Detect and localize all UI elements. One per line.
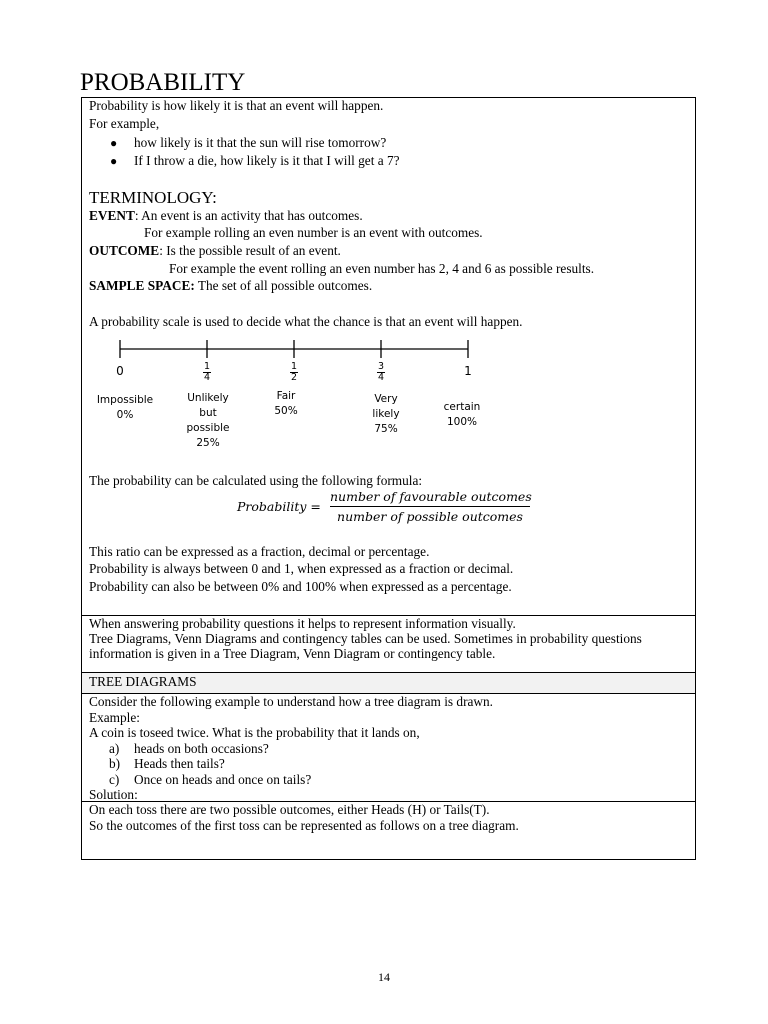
bullet-text: If I throw a die, how likely is it that I will get a 7?	[134, 153, 400, 168]
list-item	[109, 772, 311, 788]
example-label: Example:	[89, 710, 140, 725]
bullet-icon: ●	[110, 136, 118, 150]
note-line: Probability can also be between 0% and 100% when expressed as a percentage.	[89, 579, 512, 594]
formula-intro: The probability can be calculated using the following formula:	[89, 473, 423, 488]
visual-line: Tree Diagrams, Venn Diagrams and contingency tables can be used. Sometimes in probability questions	[89, 631, 642, 646]
bullet-icon: ●	[110, 154, 118, 168]
tree-diagrams-heading: TREE DIAGRAMS	[89, 674, 197, 689]
toss-line: So the outcomes of the first toss can be represented as follows on a tree diagram.	[89, 818, 519, 833]
desc-line: Fair	[276, 390, 296, 402]
sample-space-label: SAMPLE SPACE:	[89, 278, 195, 293]
event-example: For example rolling an even number is an event with outcomes.	[144, 225, 483, 240]
list-text: Heads then tails?	[134, 756, 225, 771]
example-question: A coin is toseed twice. What is the probability that it lands on,	[89, 725, 420, 740]
scale-value-quarter	[172, 362, 242, 383]
desc-line: likely	[372, 408, 400, 420]
fraction-denominator: 4	[377, 372, 385, 383]
bullet-text: how likely is it that the sun will rise tomorrow?	[134, 135, 387, 150]
scale-desc-certain	[427, 400, 497, 430]
visual-line: information is given in a Tree Diagram, Venn Diagram or contingency table.	[89, 646, 496, 661]
scale-desc-very-likely	[351, 392, 421, 437]
formula-lhs: Probability =	[237, 499, 321, 514]
scale-desc-impossible	[90, 393, 160, 423]
example-box	[81, 693, 696, 802]
fraction-denominator: 2	[290, 372, 298, 383]
list-text: Once on heads and once on tails?	[134, 772, 312, 787]
list-marker: b)	[109, 756, 121, 771]
scale-desc-unlikely	[173, 391, 243, 451]
desc-line: Very	[374, 393, 398, 405]
fraction-numerator: 1	[203, 361, 211, 372]
outcome-label: OUTCOME	[89, 243, 160, 258]
event-text: : An event is an activity that has outcomes.	[134, 208, 363, 223]
desc-line: 0%	[116, 409, 134, 421]
list-marker: c)	[109, 772, 120, 787]
desc-line: certain	[443, 401, 481, 413]
event-label: EVENT	[89, 208, 135, 223]
visual-representation-box	[81, 615, 696, 673]
toss-line: On each toss there are two possible outcomes, either Heads (H) or Tails(T).	[89, 802, 490, 817]
example-line: Consider the following example to understand how a tree diagram is drawn.	[89, 694, 493, 709]
probability-intro-box	[81, 97, 696, 616]
note-line: This ratio can be expressed as a fraction, decimal or percentage.	[89, 544, 430, 559]
desc-line: 25%	[196, 437, 220, 449]
outcome-example: For example the event rolling an even number has 2, 4 and 6 as possible results.	[169, 261, 595, 276]
desc-line: Impossible	[96, 394, 154, 406]
scale-desc-fair	[251, 389, 321, 419]
scale-value-three-quarters	[346, 362, 416, 383]
solution-label: Solution:	[89, 787, 138, 802]
sample-space-definition	[89, 278, 372, 294]
formula-denominator: number of possible outcomes	[337, 509, 523, 524]
terminology-heading: TERMINOLOGY:	[89, 188, 217, 207]
desc-line: 100%	[446, 416, 478, 428]
event-definition	[89, 208, 363, 224]
desc-line: 75%	[374, 423, 398, 435]
list-item	[109, 741, 269, 757]
note-line: Probability is always between 0 and 1, when expressed as a fraction or decimal.	[89, 561, 514, 576]
list-text: heads on both occasions?	[134, 741, 269, 756]
toss-box	[81, 801, 696, 860]
desc-line: but	[199, 407, 217, 419]
desc-line: 50%	[274, 405, 298, 417]
scale-value-1: 1	[464, 364, 472, 378]
formula-numerator: number of favourable outcomes	[330, 489, 530, 507]
tree-diagrams-heading-box	[81, 672, 696, 694]
fraction-numerator: 1	[290, 361, 298, 372]
intro-bullet	[110, 135, 386, 151]
scale-value-0: 0	[116, 364, 124, 378]
visual-line: When answering probability questions it helps to represent information visually.	[89, 616, 516, 631]
intro-line: Probability is how likely it is that an event will happen.	[89, 98, 384, 113]
outcome-text: : Is the possible result of an event.	[159, 243, 341, 258]
page-title: PROBABILITY	[80, 69, 246, 96]
sample-space-text: The set of all possible outcomes.	[194, 278, 373, 293]
intro-example-label: For example,	[89, 116, 160, 131]
list-marker: a)	[109, 741, 120, 756]
outcome-definition	[89, 243, 341, 259]
page-number: 14	[378, 970, 390, 984]
scale-value-half	[259, 362, 329, 383]
desc-line: possible	[186, 422, 230, 434]
formula-fraction	[330, 489, 530, 524]
list-item	[109, 756, 225, 772]
scale-intro: A probability scale is used to decide what the chance is that an event will happen.	[89, 314, 523, 329]
intro-bullet	[110, 153, 400, 169]
fraction-denominator: 4	[203, 372, 211, 383]
fraction-numerator: 3	[377, 361, 385, 372]
desc-line: Unlikely	[187, 392, 229, 404]
